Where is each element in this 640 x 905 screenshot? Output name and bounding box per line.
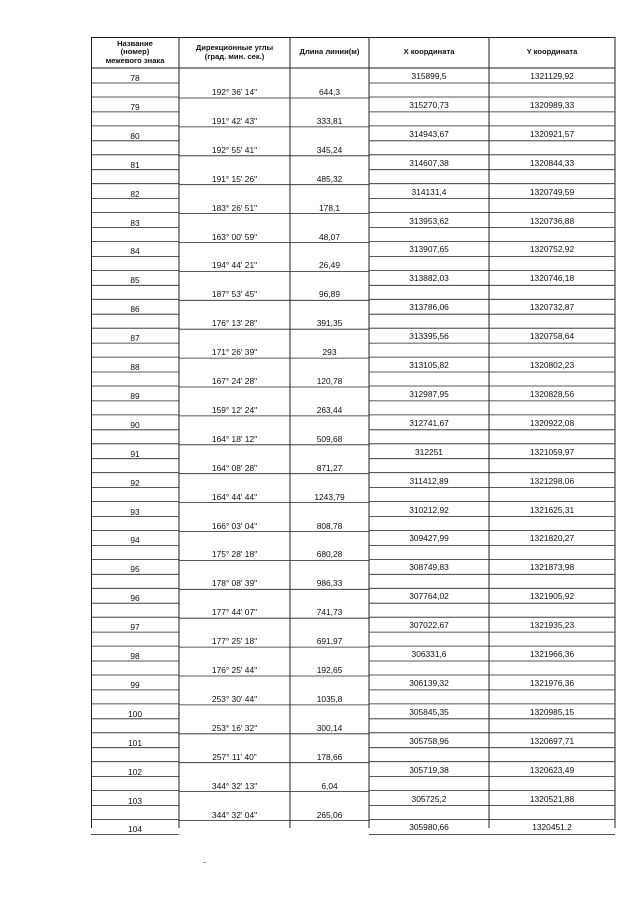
y-coordinate: 1320697,71 [529,735,575,746]
point-name: 96 [130,593,140,604]
x-coordinate: 314943,67 [409,128,449,139]
y-coordinate: 1320828,56 [529,388,575,399]
header-name: Название (номер) межевого знака [105,38,165,65]
direction-angle: 192° 36' 14" [211,87,258,97]
y-coordinate: 1321966,36 [529,649,575,659]
point-name: 79 [130,101,140,112]
y-coordinate: 1320922,08 [529,417,575,428]
direction-angle: 344° 32' 04" [211,809,258,820]
y-coordinate: 1320623,49 [529,764,575,775]
x-coordinate: 312251 [415,446,443,457]
point-name: 78 [130,73,140,83]
line-length: 680,28 [316,549,343,560]
direction-angle: 175° 28' 18" [211,549,258,560]
line-length: 178,1 [319,202,340,213]
direction-angle: 177° 25' 18" [211,636,258,647]
x-coordinate: 305758,96 [409,735,449,746]
direction-angle: 194° 44' 21" [211,260,258,271]
line-length: 808,78 [316,520,343,531]
direction-angle: 344° 32' 13" [211,780,258,791]
line-length: 293 [322,347,337,358]
direction-angle: 187° 53' 45" [211,289,258,300]
line-length: 265,06 [316,809,343,820]
point-name: 81 [130,159,140,170]
x-coordinate: 305845,35 [409,706,449,717]
line-length: 96,89 [319,289,340,300]
direction-angle: 191° 42' 43" [211,115,258,126]
direction-angle: 176° 13' 28" [211,318,258,329]
x-coordinate: 313105,82 [409,360,449,370]
line-length: 120,78 [316,376,343,386]
line-length: 691,97 [316,636,343,647]
line-length: 263,44 [316,404,343,415]
point-name: 92 [130,477,140,488]
x-coordinate: 313395,56 [409,331,449,342]
line-length: 345,24 [316,144,343,155]
y-coordinate: 1321059,97 [529,446,575,457]
x-coordinate: 315270,73 [409,99,449,110]
point-name: 100 [128,708,142,719]
direction-angle: 192° 55' 41" [211,144,258,155]
x-coordinate: 305725,2 [411,793,447,804]
x-coordinate: 313786,06 [409,302,449,313]
y-coordinate: 1321873,98 [529,562,575,573]
page-dot [203,862,206,863]
line-length: 178,66 [316,751,343,762]
y-coordinate: 1320844,33 [529,157,575,168]
direction-angle: 166° 03' 04" [211,520,258,531]
x-coordinate: 315899,5 [411,71,447,81]
line-length: 1035,8 [316,693,343,704]
direction-angle: 164° 08' 28" [211,462,258,473]
point-name: 99 [130,679,140,690]
coordinates-table [91,37,615,835]
x-coordinate: 307764,02 [409,591,449,602]
y-coordinate: 1320989,33 [529,99,575,110]
y-coordinate: 1321935,23 [529,620,575,631]
line-length: 986,33 [316,578,343,589]
y-coordinate: 1320921,57 [529,128,575,139]
x-coordinate: 313953,62 [409,215,449,226]
point-name: 102 [128,766,142,777]
point-name: 98 [130,651,140,661]
y-coordinate: 1320749,59 [529,186,575,197]
line-length: 391,35 [316,318,343,329]
x-coordinate: 314607,38 [409,157,449,168]
line-length: 1243,79 [314,491,345,502]
y-coordinate: 1320802,23 [529,360,575,370]
point-name: 104 [128,824,142,835]
point-name: 87 [130,333,140,344]
y-coordinate: 1320746,18 [529,273,575,284]
direction-angle: 253° 30' 44" [211,693,258,704]
x-coordinate: 312987,95 [409,388,449,399]
header-x: X координата [403,47,455,57]
point-name: 89 [130,390,140,401]
x-coordinate: 309427,99 [409,533,449,544]
header-length: Длина линии(м) [299,47,360,57]
line-length: 6,04 [321,780,338,791]
y-coordinate: 1321820,27 [529,533,575,544]
line-length: 48,07 [319,231,340,242]
point-name: 85 [130,275,140,286]
x-coordinate: 305980,66 [409,822,449,833]
direction-angle: 183° 26' 51" [211,202,258,213]
point-name: 101 [128,737,142,748]
point-name: 83 [130,217,140,228]
line-length: 26,49 [319,260,340,271]
x-coordinate: 312741,67 [409,417,449,428]
y-coordinate: 1320752,92 [529,244,575,255]
header-angle: Дирекционные углы (град. мин. сек.) [195,42,274,61]
point-name: 95 [130,564,140,575]
x-coordinate: 313907,65 [409,244,449,255]
direction-angle: 253° 16' 32" [211,722,258,733]
direction-angle: 177° 44' 07" [211,607,258,618]
point-name: 82 [130,188,140,199]
direction-angle: 167° 24' 28" [211,376,258,386]
direction-angle: 164° 44' 44" [211,491,258,502]
x-coordinate: 310212,92 [409,504,449,515]
line-length: 509,68 [316,433,343,444]
point-name: 84 [130,246,140,257]
x-coordinate: 307022,67 [409,620,449,631]
point-name: 80 [130,130,140,141]
point-name: 86 [130,304,140,315]
line-length: 485,32 [316,173,343,184]
line-length: 644,3 [319,87,340,97]
y-coordinate: 1321905,92 [529,591,575,602]
point-name: 94 [130,535,140,546]
line-length: 871,27 [316,462,343,473]
line-length: 192,65 [316,665,343,675]
point-name: 97 [130,622,140,633]
x-coordinate: 305719,38 [409,764,449,775]
y-coordinate: 1320758,64 [529,331,575,342]
x-coordinate: 306139,32 [409,677,449,688]
direction-angle: 191° 15' 26" [211,173,258,184]
x-coordinate: 314131,4 [411,186,447,197]
point-name: 103 [128,795,142,806]
y-coordinate: 1321976,36 [529,677,575,688]
direction-angle: 171° 26' 39" [211,347,258,358]
line-length: 333,81 [316,115,343,126]
direction-angle: 164° 18' 12" [211,433,258,444]
y-coordinate: 1320451,2 [532,822,572,833]
x-coordinate: 313882,03 [409,273,449,284]
direction-angle: 257° 11' 40" [212,751,257,762]
direction-angle: 176° 25' 44" [211,665,258,675]
x-coordinate: 311412,89 [409,475,449,486]
direction-angle: 163° 00' 59" [211,231,258,242]
line-length: 741,73 [316,607,343,618]
point-name: 90 [130,419,140,430]
line-length: 300,14 [316,722,343,733]
y-coordinate: 1321625,31 [529,504,575,515]
x-coordinate: 308749,83 [409,562,449,573]
header-y: Y координата [526,47,578,57]
point-name: 88 [130,362,140,372]
y-coordinate: 1320732,87 [529,302,575,313]
x-coordinate: 306331,6 [411,649,447,659]
direction-angle: 159° 12' 24" [211,404,258,415]
direction-angle: 178° 08' 39" [211,578,258,589]
y-coordinate: 1320521,88 [529,793,575,804]
y-coordinate: 1320736,88 [529,215,575,226]
point-name: 93 [130,506,140,517]
point-name: 91 [130,448,140,459]
y-coordinate: 1321298,06 [529,475,575,486]
y-coordinate: 1321129,92 [530,71,574,81]
y-coordinate: 1320985,15 [529,706,575,717]
